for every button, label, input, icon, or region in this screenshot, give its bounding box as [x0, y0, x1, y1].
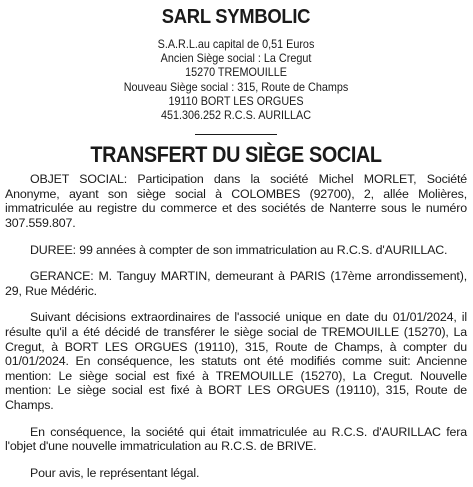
legal-notice-page: [0, 6, 473, 487]
paragraph-transfer-decision: Suivant décisions extraordinaires de l'associé unique en date du 01/01/2024, il résulte qu'il a été décidé de transférer le siège social de TREMOUILLE (15270), La Cregut, à BORT LES ORGUES (19110), 315, Route de Champs, à compter du 01/01/2024. En conséquence, les statuts ont été modifiés comme suit: Ancienne mention: Le siège social est fixé à TREMOUILLE (15270), La Cregut. Nouvelle mention: Le siège social est fixé à BORT LES ORGUES (19110), 315, Route de Champs.: [5, 310, 467, 412]
rcs-number-line: 451.306.252 R.C.S. AURILLAC: [160, 108, 312, 123]
paragraph-management: GERANCE: M. Tanguy MARTIN, demeurant à PARIS (17ème arrondissement), 29, Rue Médéric.: [5, 269, 467, 298]
notice-title: TRANSFERT DU SIÈGE SOCIAL: [90, 142, 382, 168]
former-office-line: Ancien Siège social : La Cregut: [160, 51, 312, 66]
new-office-line: Nouveau Siège social : 315, Route de Champs: [123, 79, 349, 94]
paragraph-signature: Pour avis, le représentant légal.: [30, 465, 200, 480]
paragraph-corporate-purpose: OBJET SOCIAL: Participation dans la société Michel MORLET, Société Anonyme, ayant son siège social à COLOMBES (92700), 2, allée Molières, immatriculée au registre du commerce et des sociétés de Nanterre sous le numéro 307.559.807.: [5, 172, 467, 230]
capital-line: S.A.R.L.au capital de 0,51 Euros: [157, 37, 315, 51]
new-office-city-line: 19110 BORT LES ORGUES: [168, 93, 304, 108]
company-details: [28, 37, 444, 122]
divider: [195, 134, 277, 135]
paragraph-duration: DUREE: 99 années à compter de son immatriculation au R.C.S. d'AURILLAC.: [30, 242, 448, 257]
former-office-city-line: 15270 TREMOUILLE: [185, 65, 287, 80]
company-name: SARL SYMBOLIC: [161, 6, 311, 28]
paragraph-registration: En conséquence, la société qui était immatriculée au R.C.S. d'AURILLAC fera l'objet d'une nouvelle immatriculation au R.C.S. de BRIVE.: [5, 424, 467, 454]
